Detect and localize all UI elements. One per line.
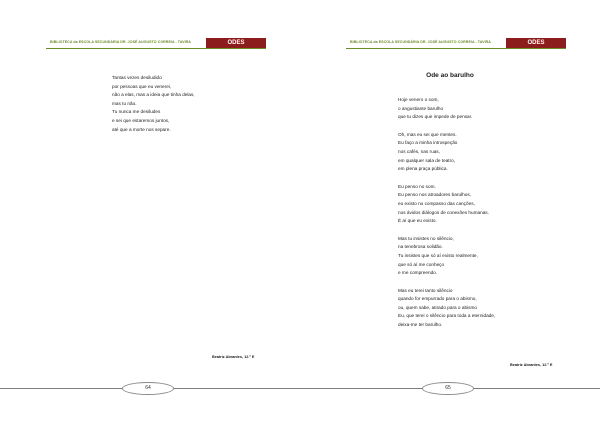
poem-line: até que a morte nos separe.: [112, 126, 171, 132]
poem-line: ou, quem sabe, atirado para o abismo: [398, 304, 477, 310]
poem-line: por pessoas que eu venerei,: [112, 83, 172, 89]
poem-line: o angustiante barulho: [398, 105, 444, 111]
poem-line: eu existo no compasso das canções,: [398, 200, 475, 206]
page-number-left: [122, 382, 174, 395]
poem-stanza: [398, 96, 495, 122]
section-badge: ODES: [506, 38, 566, 48]
page-header: [46, 38, 266, 49]
poem-line: É aí que eu existo.: [398, 218, 437, 224]
page-number: 65: [422, 382, 474, 395]
poem-line: quando for empurrado para o abismo,: [398, 296, 477, 302]
poem-line: que só aí me conheço: [398, 261, 445, 267]
poem-line: Tantas vezes desiludido: [112, 75, 162, 80]
poem-author: Beatriz Abrantes, 12.º E: [212, 355, 255, 359]
library-name: BIBLIOTECA da ESCOLA SECUNDÁRIA DR. JOSÉ AUGUSTO CORREIA - TAVIRA: [350, 40, 491, 44]
poem-line: deixa-me ter barulho.: [398, 322, 443, 328]
poem-line: mas tu não.: [112, 100, 137, 106]
section-badge: ODES: [206, 38, 266, 48]
poem-line: em plena praça pública.: [398, 166, 448, 172]
poem-line: Mas eu terei tanto silêncio: [398, 287, 453, 293]
page-number-right: [422, 382, 474, 395]
poem-line: nos ávidos diálogos de conexões humanas.: [398, 209, 489, 215]
poem-body: [112, 74, 195, 134]
poem-stanza: [398, 287, 495, 330]
poem-line: Eu penso no som.: [398, 183, 436, 189]
poem-stanza: [398, 235, 495, 278]
header-rule: [346, 48, 566, 49]
poem-stanza: [398, 131, 495, 174]
library-name: BIBLIOTECA da ESCOLA SECUNDÁRIA DR. JOSÉ AUGUSTO CORREIA - TAVIRA: [50, 40, 191, 44]
poem-body: [398, 96, 495, 339]
poem-line: em qualquer sala de teatro,: [398, 157, 456, 163]
poem-line: nos cafés, nas ruas,: [398, 148, 440, 154]
poem-title: Ode ao barulho: [426, 72, 474, 79]
poem-line: Oh, mas eu sei que mentes.: [398, 131, 457, 137]
page-header: [346, 38, 566, 49]
poem-line: e sei que estaremos juntos,: [112, 117, 170, 123]
header-rule: [46, 48, 266, 49]
poem-line: Mas tu insistes no silêncio,: [398, 235, 454, 241]
poem-line: Hoje venero o som,: [398, 97, 439, 102]
page-number: 64: [122, 382, 174, 395]
poem-line: que tu dizes que impede de pensar.: [398, 114, 473, 120]
poem-stanza: [398, 183, 495, 226]
poem-line: Eu, que terei o silêncio para toda a eternidade,: [398, 313, 496, 319]
poem-line: na tenebrosa solidão.: [398, 244, 443, 250]
poem-line: não a elas, mas a ideia que tinha delas,: [112, 92, 195, 98]
poem-line: Tu insistes que só aí existo realmente,: [398, 252, 478, 258]
poem-line: Eu faço a minha introspeção: [398, 140, 458, 146]
poem-line: Tu nunca me desiludes: [112, 109, 161, 115]
poem-line: e me compreendo.: [398, 270, 438, 276]
poem-line: Eu penso nos atroadores barulhos,: [398, 192, 471, 198]
poem-author: Beatriz Abrantes, 12.º E: [510, 363, 553, 367]
